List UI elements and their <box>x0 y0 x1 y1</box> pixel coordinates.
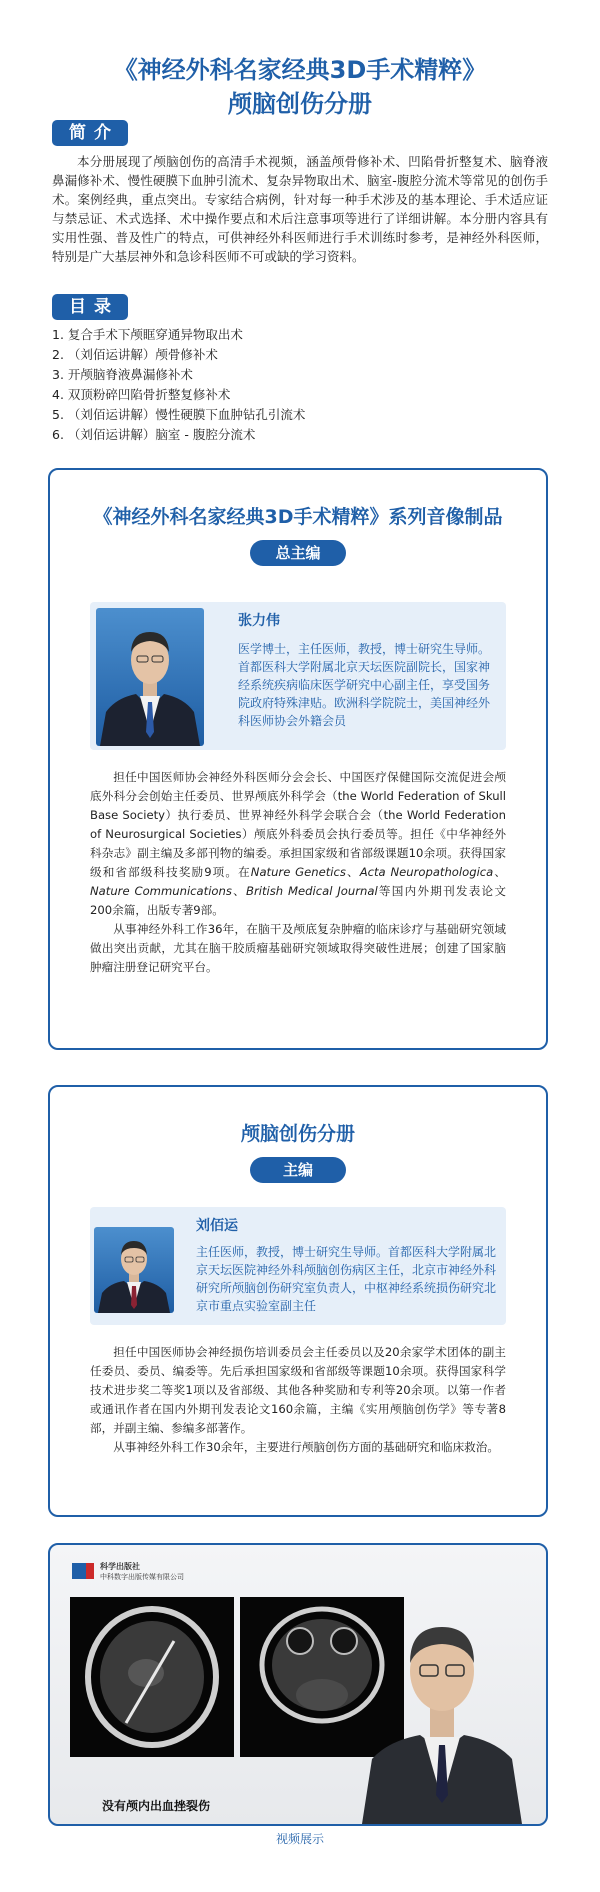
publisher-subtitle: 中科数字出版传媒有限公司 <box>100 1573 184 1581</box>
volume-editor-bio <box>90 1343 506 1457</box>
toc-item: 2. （刘佰运讲解）颅骨修补术 <box>52 347 218 362</box>
toc-item: 4. 双顶粉碎凹陷骨折整复修补术 <box>52 387 231 402</box>
bio-paragraph: 从事神经外科工作30余年，主要进行颅脑创伤方面的基础研究和临床救治。 <box>113 1440 499 1454</box>
toc-item: 1. 复合手术下颅眶穿通异物取出术 <box>52 327 243 342</box>
series-role-badge: 总主编 <box>250 540 346 566</box>
bio-paragraph: 担任中国医师协会神经外科医师分会会长、中国医疗保健国际交流促进会颅底外科分会创始主任委员、世界颅底外科学会（the World Federation of Skull Base Society）执行委员、世界神经外科学会联合会（the World Federation of Neurosurgical Societies）颅底外科委员会执行委员等。担任《中华神经外科杂志》副主编及多部刊物的编委。承担国家级和省部级课题10余项。获得国家级和省部级科技奖励9项。在Nature Genetics、Acta Neuropathologica、Nature Communications、British Medical Journal等国内外期刊发表论文200余篇，出版专著9部。 <box>90 770 506 917</box>
series-profile-box <box>90 602 506 750</box>
video-subtitle: 没有颅内出血挫裂伤 <box>102 1799 211 1813</box>
bio-paragraph: 从事神经外科工作36年，在脑干及颅底复杂肿瘤的临床诊疗与基础研究领域做出突出贡献，尤其在脑干胶质瘤基础研究领域取得突破性进展；创建了国家脑肿瘤注册登记研究平台。 <box>90 922 506 974</box>
toc-item: 6. （刘佰运讲解）脑室 - 腹腔分流术 <box>52 427 256 442</box>
editor-description: 医学博士，主任医师，教授，博士研究生导师。首都医科大学附属北京天坛医院副院长，国家神经系统疾病临床医学研究中心副主任，享受国务院政府特殊津贴。欧洲科学院院士，美国神经外科医师协会外籍会员 <box>238 642 491 728</box>
series-editor-bio <box>90 768 506 977</box>
bio-paragraph: 担任中国医师协会神经损伤培训委员会主任委员以及20余家学术团体的副主任委员、委员、编委等。先后承担国家级和省部级等课题10余项。获得国家科学技术进步奖二等奖1项以及省部级、其他各种奖励和专利等20余项。以第一作者或通讯作者在国内外期刊发表论文160余篇，主编《实用颅脑创伤学》等专著8部，并副主编、参编多部著作。 <box>90 1345 506 1435</box>
toc-list <box>52 325 548 445</box>
volume-role-badge: 主编 <box>250 1157 346 1183</box>
volume-editor-card <box>48 1085 548 1517</box>
video-preview[interactable] <box>48 1543 548 1826</box>
editor-description: 主任医师，教授，博士研究生导师。首都医科大学附属北京天坛医院神经外科颅脑创伤病区主任，北京市神经外科研究所颅脑创伤研究室负责人，中枢神经系统损伤研究北京市重点实验室副主任 <box>196 1245 497 1313</box>
publisher-logo-text: 科学出版社 <box>100 1562 140 1571</box>
toc-label: 目录 <box>52 294 128 320</box>
series-editor-card <box>48 468 548 1050</box>
video-frame <box>50 1545 546 1824</box>
editor-name: 张力伟 <box>238 613 280 629</box>
editor-photo <box>94 1227 174 1313</box>
editor-name: 刘佰运 <box>196 1218 238 1234</box>
series-card-title: 《神经外科名家经典3D手术精粹》系列音像制品 <box>93 506 503 528</box>
toc-item: 3. 开颅脑脊液鼻漏修补术 <box>52 367 193 382</box>
volume-card-title: 颅脑创伤分册 <box>240 1123 355 1145</box>
toc-item: 5. （刘佰运讲解）慢性硬膜下血肿钻孔引流术 <box>52 407 306 422</box>
intro-text: 本分册展现了颅脑创伤的高清手术视频，涵盖颅骨修补术、凹陷骨折整复术、脑脊液鼻漏修补术、慢性硬膜下血肿引流术、复杂异物取出术、脑室-腹腔分流术等常见的创伤手术。案例经典，重点突出。专家结合病例，针对每一种手术涉及的基本理论、手术适应证与禁忌证、术式选择、术中操作要点和术后注意事项等进行了详细讲解。本分册内容具有实用性强、普及性广的特点，可供神经外科医师进行手术训练时参考，是神经外科医师，特别是广大基层神外和急诊科医师不可或缺的学习资料。 <box>52 154 548 264</box>
intro-label: 简介 <box>52 120 128 146</box>
page-title-line1: 《神经外科名家经典3D手术精粹》 <box>113 56 487 84</box>
editor-photo <box>96 608 204 746</box>
volume-profile-box <box>90 1207 506 1325</box>
video-caption: 视频展示 <box>275 1832 324 1846</box>
page-title-line2: 颅脑创伤分册 <box>228 90 372 118</box>
